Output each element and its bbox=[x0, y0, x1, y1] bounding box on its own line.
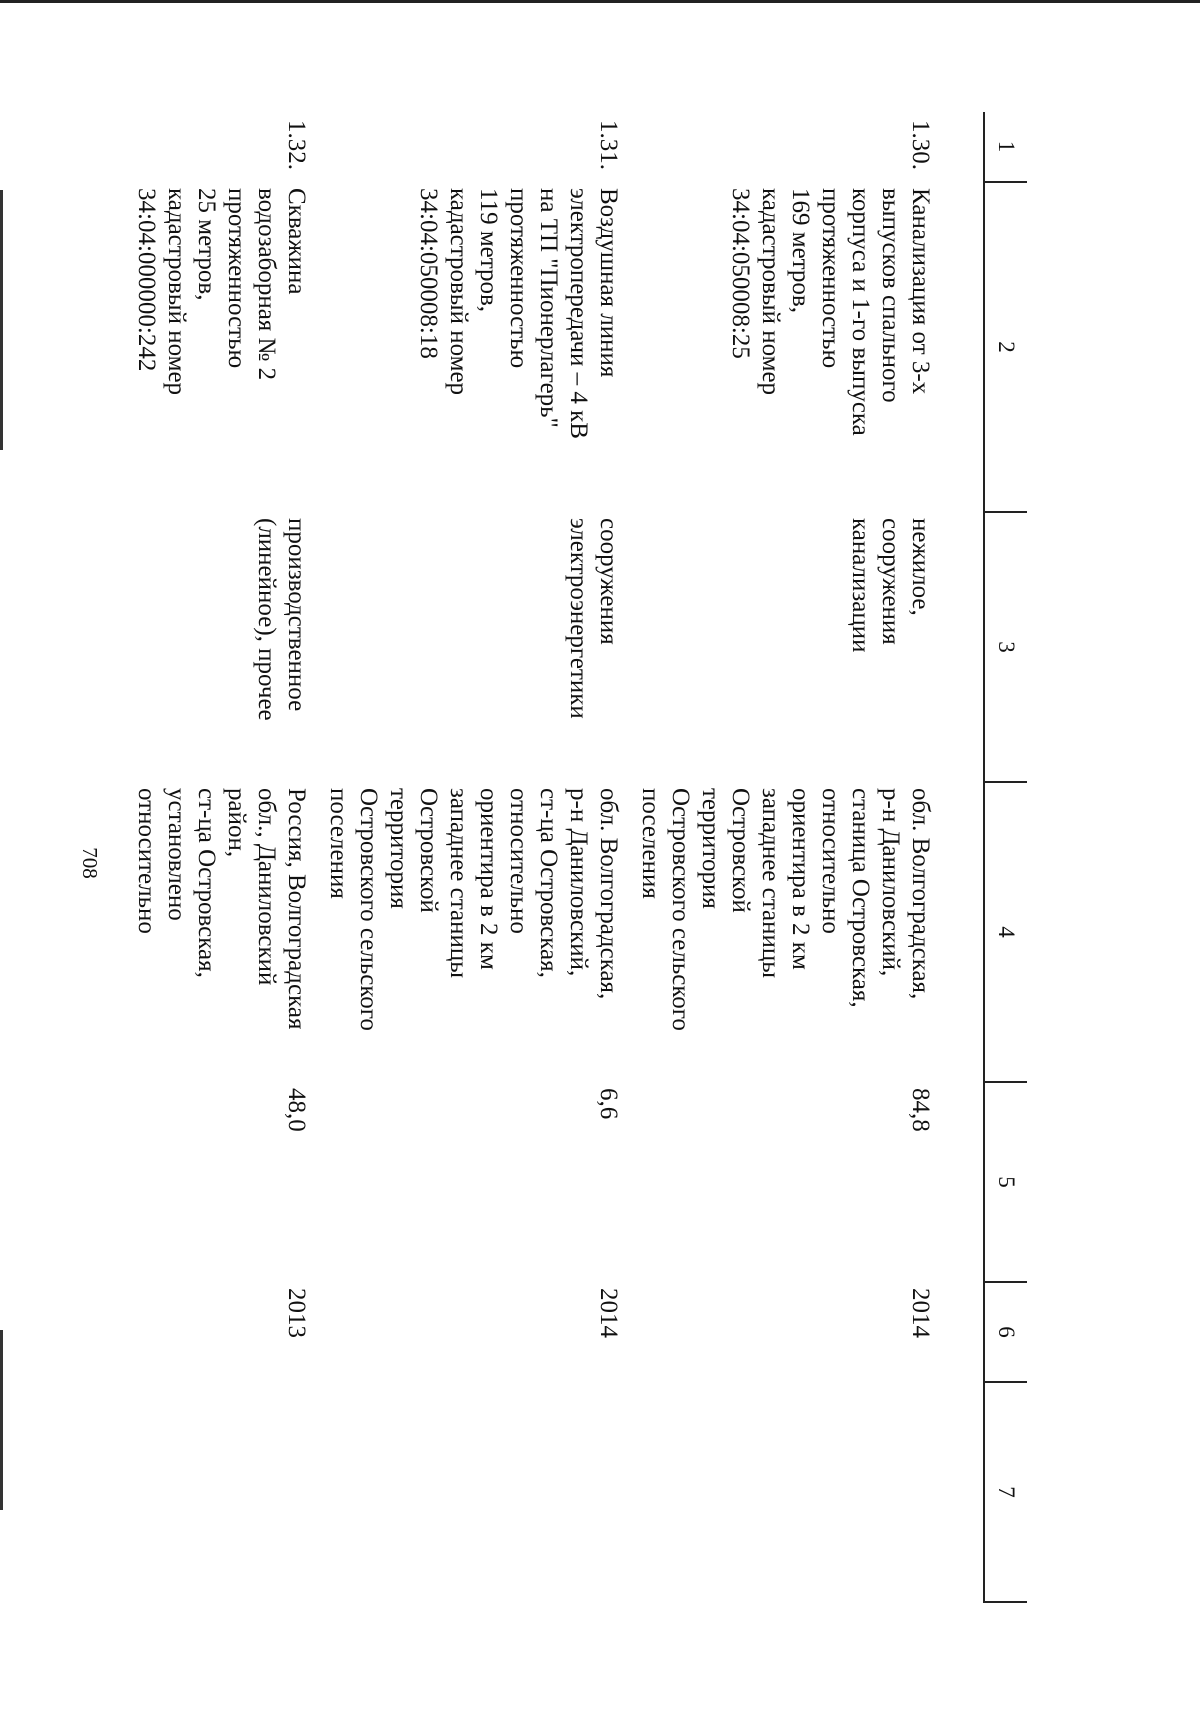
row-number: 1.31. bbox=[595, 120, 622, 170]
scan-edge-left bbox=[0, 1330, 3, 1510]
scan-edge-top bbox=[0, 0, 1200, 3]
column-header: 6 bbox=[984, 1282, 1027, 1382]
table-row bbox=[111, 112, 323, 1602]
scan-edge-left bbox=[0, 190, 3, 450]
column-header: 1 bbox=[984, 112, 1027, 182]
register-table-sheet bbox=[133, 112, 1027, 1602]
object-purpose: сооружения электроэнергетики bbox=[565, 518, 622, 719]
column-header: 7 bbox=[984, 1382, 1027, 1602]
column-header: 5 bbox=[984, 1082, 1027, 1282]
object-year: 2013 bbox=[283, 1288, 310, 1338]
object-purpose: производственное (линейное), прочее bbox=[253, 518, 310, 721]
column-header: 3 bbox=[984, 512, 1027, 782]
page-number: 708 bbox=[78, 847, 102, 879]
table-header-row bbox=[984, 112, 1027, 1602]
object-extra bbox=[323, 1382, 635, 1602]
column-header: 4 bbox=[984, 782, 1027, 1082]
object-address: Россия, Волгоградская обл., Даниловский район, ст-ца Островская, установлено относительно bbox=[133, 788, 310, 1030]
column-header: 2 bbox=[984, 182, 1027, 512]
object-name: Воздушная линия электропередачи – 4 кВ на ТП "Пионерлагерь" протяженностью 119 метров, кадастровый номер 34:04:050008:18 bbox=[415, 188, 622, 439]
object-value: 6,6 bbox=[595, 1088, 622, 1120]
row-number: 1.32. bbox=[283, 120, 310, 170]
table-row bbox=[635, 112, 984, 1602]
object-extra bbox=[111, 1382, 323, 1602]
object-name: Канализация от 3-х выпусков спального корпуса и 1-го выпуска протяженностью 169 метров, кадастровый номер 34:04:050008:25 bbox=[727, 188, 934, 436]
object-value: 48,0 bbox=[283, 1088, 310, 1132]
object-address: обл. Волгоградская, р-н Даниловский, станица Островская, относительно ориентира в 2 км западнее станицы Островской территория Островского сельского поселения bbox=[637, 788, 934, 1031]
object-purpose: нежилое, сооружения канализации bbox=[847, 518, 934, 653]
object-year: 2014 bbox=[907, 1288, 934, 1338]
register-table bbox=[111, 112, 1027, 1603]
object-extra bbox=[635, 1382, 984, 1602]
table-row bbox=[323, 112, 635, 1602]
object-year: 2014 bbox=[595, 1288, 622, 1338]
row-number: 1.30. bbox=[907, 120, 934, 170]
object-value: 84,8 bbox=[907, 1088, 934, 1132]
object-name: Скважина водозаборная № 2 протяженностью 25 метров, кадастровый номер 34:04:000000:242 bbox=[133, 188, 310, 396]
object-address: обл. Волгоградская, р-н Даниловский, ст-ца Островская, относительно ориентира в 2 км западнее станицы Островской территория Островского сельского поселения bbox=[325, 788, 622, 1031]
